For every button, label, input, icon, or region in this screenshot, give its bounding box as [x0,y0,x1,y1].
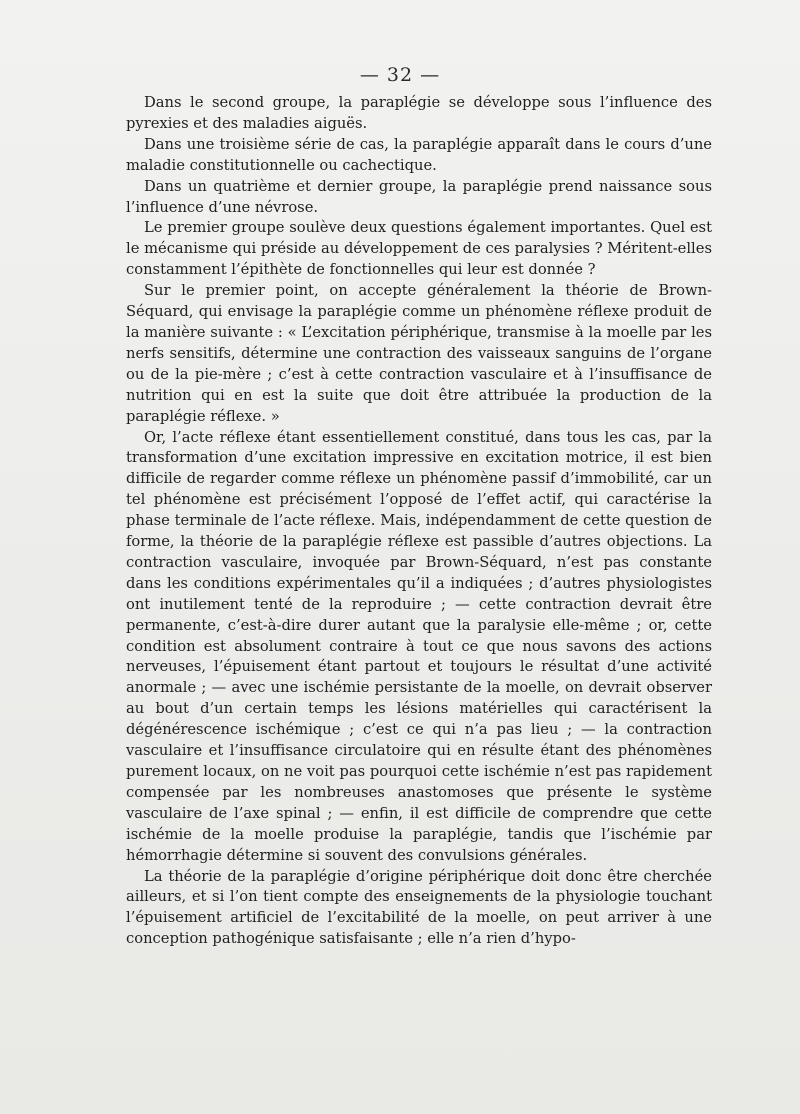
paragraph: Dans un quatrième et dernier groupe, la paraplégie prend naissance sous l’influence d’une névrose. [126,177,712,216]
page-number: — 32 — [359,64,441,86]
paragraph: Le premier groupe soulève deux questions également importantes. Quel est le mécanisme qui préside au développement de ces paralysies ? Méritent-elles constamment l’épithète de fonctionnelles qui leur est donnée ? [126,219,712,279]
paragraph: Or, l’acte réflexe étant essentiellement constitué, dans tous les cas, par la transformation d’une excitation impressive en excitation motrice, il est bien difficile de regarder comme réflexe un phénomène passif d’immobilité, car un tel phénomène est précisément l’opposé de l’effet actif, qui caractérise la phase terminale de l’acte réflexe. Mais, indépendamment de cette question de forme, la théorie de la paraplégie réflexe est passible d’autres objections. La contraction vasculaire, invoquée par Brown-Séquard, n’est pas constante dans les conditions expérimentales qu’il a indiquées ; d’autres physiologistes ont inutilement tenté de la reproduire ; — cette contraction devrait être permanente, c’est-à-dire durer autant que la paralysie elle-même ; or, cette condition est absolument contraire à tout ce que nous savons des actions nerveuses, l’épuisement étant partout et toujours le résultat d’une activité anormale ; — avec une ischémie persistante de la moelle, on devrait observer au bout d’un certain temps les lésions matérielles qui caractérisent la dégénérescence ischémique ; c’est ce qui n’a pas lieu ; — la contraction vasculaire et l’insuffisance circulatoire qui en résulte étant des phénomènes purement locaux, on ne voit pas pourquoi cette ischémie n’est pas rapidement compensée par les nombreuses anastomoses que présente le système vasculaire de l’axe spinal ; — enfin, il est difficile de comprendre que cette ischémie de la moelle produise la paraplégie, tandis que l’ischémie par hémorrhagie détermine si souvent des convulsions générales. [126,428,712,864]
paragraph: Dans le second groupe, la paraplégie se développe sous l’influence des pyrexies et des maladies aiguës. [126,94,712,132]
paragraph: Dans une troisième série de cas, la paraplégie apparaît dans le cours d’une maladie constitutionnelle ou cachectique. [126,135,712,174]
body-text [126,93,712,950]
paragraph: Sur le premier point, on accepte généralement la théorie de Brown-Séquard, qui envisage la paraplégie comme un phénomène réflexe produit de la manière suivante : « L’excitation périphérique, transmise à la moelle par les nerfs sensitifs, détermine une contraction des vaisseaux sanguins de l’organe ou de la pie-mère ; c’est à cette contraction vasculaire et à l’insuffisance de nutrition qui en est la suite que doit être attribuée la production de la paraplégie réflexe. » [126,282,712,425]
paragraph: La théorie de la paraplégie d’origine périphérique doit donc être cherchée ailleurs, et si l’on tient compte des enseignements de la physiologie touchant l’épuisement artificiel de l’excitabilité de la moelle, on peut arriver à une conception pathogénique satisfaisante ; elle n’a rien d’hypo- [126,867,712,948]
